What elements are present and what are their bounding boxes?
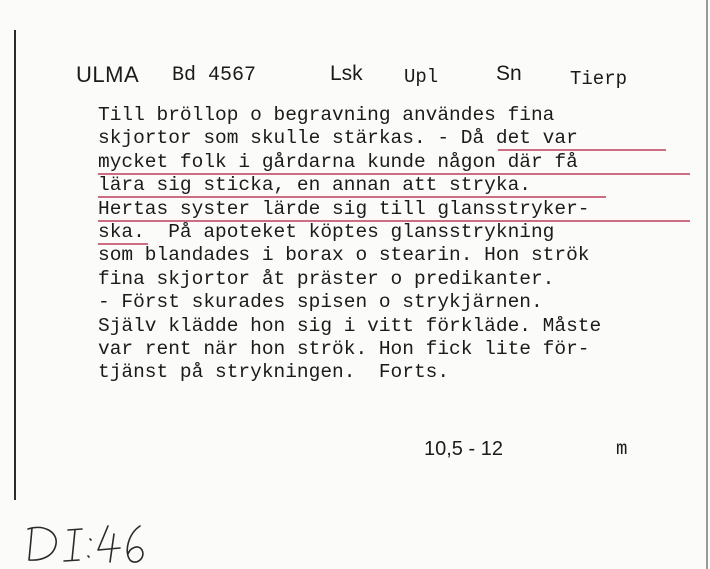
- text-line-content: Hertas syster lärde sig till glansstryker-: [98, 197, 590, 220]
- text-line: Till bröllop o begravning användes fina: [98, 104, 555, 126]
- text-line: var rent när hon strök. Hon fick lite för-: [98, 337, 590, 360]
- text-line: fina skjortor åt präster o predikanter.: [98, 267, 555, 290]
- parish-name: Tierp: [570, 68, 628, 90]
- text-line: [98, 174, 688, 197]
- text-line: Själv klädde hon sig i vitt förkläde. Måste: [98, 314, 602, 337]
- card-body-text: [98, 104, 688, 385]
- text-line: [98, 221, 688, 244]
- text-line: tjänst på strykningen. Forts.: [98, 361, 450, 384]
- archive-code: ULMA: [76, 62, 140, 87]
- text-line: - Först skurades spisen o strykjärnen.: [98, 291, 543, 314]
- record-number: Bd 4567: [172, 64, 257, 87]
- text-line-content: mycket folk i gårdarna kunde någon där få: [98, 150, 578, 173]
- page-unit: m: [616, 438, 628, 460]
- text-line: [98, 151, 688, 174]
- province-code: Upl: [404, 66, 439, 88]
- text-line: [98, 198, 688, 221]
- left-margin-rule: [14, 30, 16, 500]
- card-header: [0, 62, 710, 92]
- lsk-label: Lsk: [330, 62, 363, 85]
- sn-label: Sn: [496, 62, 522, 85]
- text-line-content: skjortor som skulle stärkas. - Då det var: [98, 127, 578, 150]
- text-line-content: lära sig sticka, en annan att stryka.: [98, 174, 531, 197]
- text-line-content: ska. På apoteket köptes glansstrykning: [98, 220, 555, 243]
- handwritten-shelfmark: [24, 520, 154, 565]
- text-line: som blandades i borax o stearin. Hon strök: [98, 244, 590, 267]
- page-range: 10,5 - 12: [424, 438, 503, 460]
- text-line: [98, 127, 688, 150]
